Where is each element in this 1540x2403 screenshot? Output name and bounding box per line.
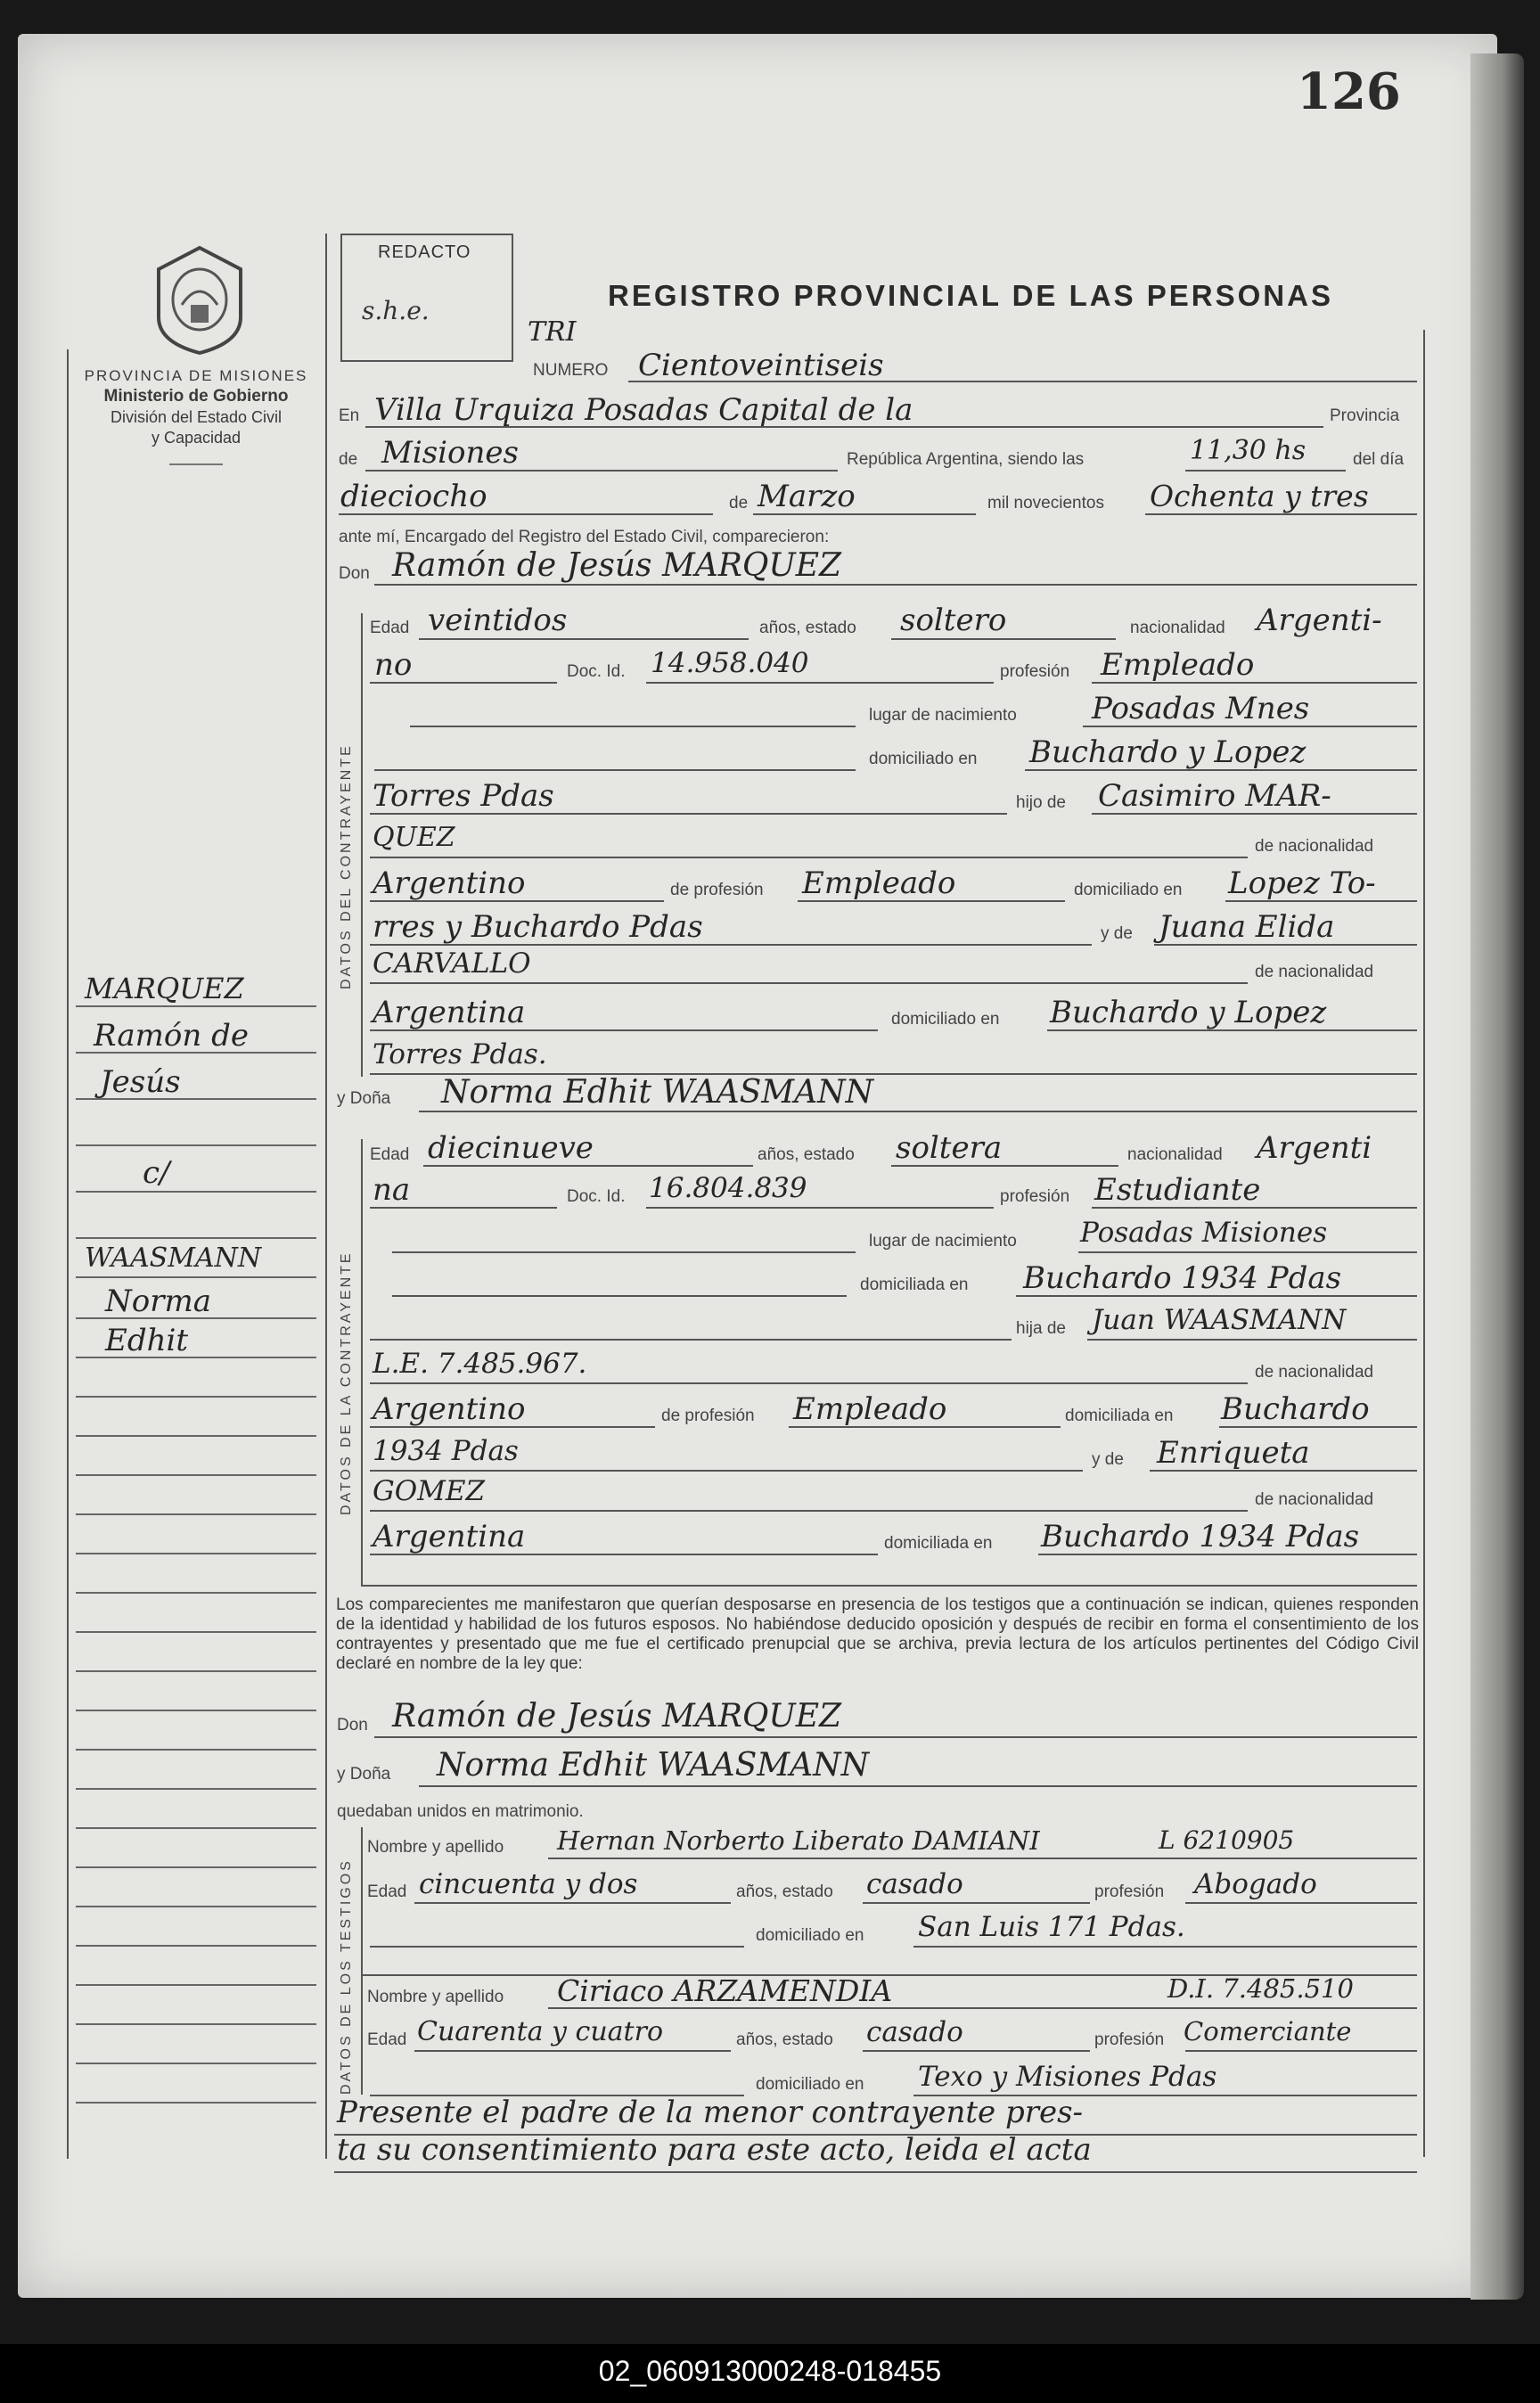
redacto-initials: s.h.e. [362,296,430,325]
margin-rule [76,1827,316,1829]
margin-rule [76,1984,316,1986]
contrayenta-estado: soltera [896,1130,1003,1166]
contrayente-edad: veintidos [428,603,568,638]
testigo1-domiciliado-label: domiciliado en [756,1926,864,1945]
tri-note: TRI [528,316,577,348]
provincial-seal-icon [150,242,250,357]
margin-rule [76,2102,316,2104]
anio-value: Ochenta y tres [1150,479,1369,513]
redacto-label: REDACTO [378,242,471,262]
margin-rule [76,1906,316,1907]
testigo1-nombre-line [548,1858,1417,1859]
contrayenta-padre-dom2-line [370,1470,1083,1472]
testigo1-nombre: Hernan Norberto Liberato DAMIANI [557,1825,1040,1856]
contrayenta-profesion-label: profesión [1000,1187,1070,1206]
lugar-value: Villa Urquiza Posadas Capital de la [374,392,913,428]
testigo1-profesion-line [1185,1902,1417,1904]
contrayenta-padre-prof: Empleado [793,1391,947,1427]
margin-apellido-2: WAASMANN [85,1243,262,1274]
contrayenta-madre-1: Enriqueta [1157,1435,1310,1471]
contrayente-madre-2: CARVALLO [373,947,531,980]
file-label: 02_060913000248-018455 [598,2355,942,2387]
testigo2-doc: D.I. 7.485.510 [1167,1973,1354,2004]
estado-line [891,638,1116,640]
decl-don-label: Don [337,1716,368,1735]
testigo1-nombre-label: Nombre y apellido [367,1838,504,1857]
margin-line-5 [76,1191,316,1193]
testigo2-edad-line [414,2050,731,2052]
page-edge [1470,53,1524,2300]
mil-label: mil novecientos [987,494,1104,513]
contrayenta-nacionalidad-1: Argenti [1257,1130,1372,1166]
margin-line-4 [76,1144,316,1146]
contrayente-rule [361,613,363,1077]
margin-rule [76,1396,316,1398]
left-margin-rule [67,349,69,2159]
contrayenta-anos-label: años, estado [758,1145,855,1164]
nota-line-2 [334,2171,1417,2173]
testigo1-doc: L 6210905 [1159,1825,1295,1855]
margin-nombre-2: Jesús [100,1064,181,1100]
contrayente-padre-prof: Empleado [802,865,956,901]
mes-value: Marzo [758,479,856,514]
issuing-authority [62,367,330,465]
contrayenta-closing-line [361,1585,1417,1587]
testigo1-estado: casado [866,1868,963,1900]
contrayenta-doc-label: Doc. Id. [567,1187,626,1206]
nota-final-1: Presente el padre de la menor contrayente pres- [337,2095,1084,2130]
padre2-line [370,857,1248,858]
testigo1-edad-line [414,1902,731,1904]
contrayenta-edad-label: Edad [370,1145,410,1164]
contrayenta-de-profesion-label: de profesión [661,1407,755,1425]
datos-contrayente-label: DATOS DEL CONTRAYENTE [339,743,354,989]
edad-line [419,638,749,640]
testigo1-profesion: Abogado [1194,1868,1317,1900]
testigo2-edad-label: Edad [367,2030,407,2049]
testigo2-profesion-line [1185,2050,1417,2052]
dona-line [419,1111,1417,1112]
margin-rule [76,1435,316,1437]
nota-final-2: ta su consentimiento para este acto, leida el acta [337,2132,1092,2168]
hora-value: 11,30 hs [1190,435,1307,466]
contrayenta-madre2-line [370,1510,1248,1512]
provincia-value: Misiones [381,435,519,471]
contrayenta-madre-dom: Buchardo 1934 Pdas [1041,1519,1360,1554]
margin-rule [76,1631,316,1633]
testigo1-edad: cincuenta y dos [419,1868,638,1900]
decl-dona-label: y Doña [337,1765,391,1784]
ante-label: ante mí, Encargado del Registro del Estado Civil, comparecieron: [339,528,830,546]
y-dona-label: y Doña [337,1089,391,1108]
hija-de-label: hija de [1016,1319,1066,1338]
declaration-paragraph: Los comparecientes me manifestaron que querían desposarse en presencia de los testigos que a continuación se indican, quienes responden de la identidad y habilidad de los futuros esposos. No habiéndose deducido oposición y después de recibir en forma el consentimiento de los contrayentes y presentado que me fue el certificado prenupcial que se archiva, previa lectura de los artículos pertinentes del Código Civil declaré en nombre de la ley que: [336,1595,1419,1673]
contrayente-estado: soltero [900,603,1007,638]
lugar-nac-blank-line [410,726,856,727]
testigo1-estado-line [863,1902,1090,1904]
datos-contrayenta-label: DATOS DE LA CONTRAYENTE [339,1251,354,1515]
contrayenta-doc: 16.804.839 [649,1172,807,1204]
testigo1-domicilio: San Luis 171 Pdas. [918,1911,1185,1943]
contrayenta-hija-blank [370,1339,1012,1341]
contrayenta-lugar-blank [392,1251,856,1253]
contrayenta-nacionalidad-2: na [373,1172,411,1208]
contrayente-nacionalidad-1: Argenti- [1257,603,1382,638]
content-right-rule [1423,330,1425,2157]
del-dia-label: del día [1353,450,1405,469]
margin-apellido: MARQUEZ [85,972,244,1005]
contrayenta-y-de-label: y de [1092,1450,1124,1469]
contrayenta-padre-domiciliada-label: domiciliada en [1065,1407,1174,1425]
contrayenta-padre-1: Juan WAASMANN [1092,1304,1347,1336]
hora-line [1185,470,1346,472]
margin-rule [76,1945,316,1947]
lugar-nac-label: lugar de nacimiento [869,706,1017,725]
decl-dona-value: Norma Edhit WAASMANN [437,1747,870,1784]
margin-nombre-1: Ramón de [94,1018,249,1054]
testigo2-anos-label: años, estado [736,2030,833,2049]
contrayenta-lugar-nac: Posadas Misiones [1080,1217,1328,1249]
margin-rule [76,2023,316,2025]
margin-line-6 [76,1237,316,1239]
registry-title: REGISTRO PROVINCIAL DE LAS PERSONAS [608,279,1333,312]
testigo2-estado-line [863,2050,1090,2052]
contrayenta-edad: diecinueve [428,1130,594,1166]
y-de-label: y de [1101,924,1133,943]
contrayenta-padre-nac: Argentino [373,1391,526,1427]
redacto-box [340,234,513,362]
testigo2-domicilio: Texo y Misiones Pdas [918,2061,1217,2093]
contrayenta-nacionalidad-label: nacionalidad [1127,1145,1223,1164]
testigo2-nombre-label: Nombre y apellido [367,1988,504,2006]
margin-nombre-3: Norma [105,1284,211,1319]
provincia-label: Provincia [1330,406,1400,425]
margin-rule [76,2063,316,2064]
contrayente-doc: 14.958.040 [651,647,809,679]
margin-rule [76,1592,316,1594]
margin-line-1 [76,1005,316,1007]
contrayenta-lugar-line [1078,1251,1417,1253]
contrayente-padre-nac: Argentino [373,865,526,901]
division-line: División del Estado Civil [110,408,283,426]
testigo1-anos-label: años, estado [736,1882,833,1901]
contrayente-nacionalidad-2: no [374,647,413,683]
margin-rule [76,1710,316,1711]
profesion-label: profesión [1000,662,1070,681]
contrayenta-domiciliada-label: domiciliada en [860,1275,969,1294]
quedaban-label: quedaban unidos en matrimonio. [337,1802,584,1821]
testigo2-profesion: Comerciante [1184,2016,1352,2046]
doc-line [646,682,994,684]
margin-rule [76,1788,316,1790]
contrayenta-domicilio: Buchardo 1934 Pdas [1023,1260,1342,1296]
contrayenta-madre-nac-label: de nacionalidad [1255,1490,1374,1509]
header-divider [169,463,223,465]
contrayenta-madre-domiciliada-label: domiciliada en [884,1534,993,1553]
contrayenta-madre-2: GOMEZ [373,1475,486,1507]
testigo1-profesion-label: profesión [1094,1882,1165,1901]
contrayenta-padre-dom-2: 1934 Pdas [373,1435,519,1467]
de-profesion-label: de profesión [670,881,764,899]
contrayente-madre-dom-1: Buchardo y Lopez [1050,995,1327,1030]
testigo2-profesion-label: profesión [1094,2030,1165,2049]
testigos-rule [361,1827,363,2095]
capacity-line: y Capacidad [151,429,242,447]
don-value: Ramón de Jesús MARQUEZ [392,547,842,584]
contrayenta-madre-nac: Argentina [373,1519,526,1554]
de-label: de [339,450,358,469]
contrayente-padre-1: Casimiro MAR- [1098,778,1331,814]
edad-label: Edad [370,619,410,637]
contrayenta-rule [361,1139,363,1585]
margin-con: c/ [143,1155,170,1191]
contrayente-lugar-nac: Posadas Mnes [1092,691,1310,726]
contrayenta-doc-line [646,1207,994,1209]
datos-testigos-label: DATOS DE LOS TESTIGOS [339,1858,354,2095]
contrayenta-dom-blank [392,1295,847,1297]
de-mes-label: de [729,494,749,513]
contrayenta-nombre: Norma Edhit WAASMANN [441,1074,874,1111]
province-line: PROVINCIA DE MISIONES [84,367,308,384]
padre-domiciliado-label: domiciliado en [1074,881,1183,899]
numero-label: NUMERO [533,361,609,380]
testigo2-domiciliado-label: domiciliado en [756,2075,864,2094]
dom-blank-line [374,769,856,771]
ministry-line: Ministerio de Gobierno [103,387,289,406]
contrayente-domicilio-2: Torres Pdas [373,778,554,814]
testigo2-edad: Cuarenta y cuatro [417,2016,664,2047]
de-nacionalidad-label: de nacionalidad [1255,837,1374,856]
margin-nombre-4: Edhit [105,1323,189,1358]
margin-line-7 [76,1276,316,1278]
contrayente-domicilio-1: Buchardo y Lopez [1029,734,1307,770]
republica-label: República Argentina, siendo las [847,450,1085,469]
anio-line [1145,513,1417,515]
contrayente-madre-1: Juana Elida [1159,909,1335,945]
margin-rule [76,1670,316,1672]
testigo2-nombre: Ciriaco ARZAMENDIA [557,1973,893,2008]
contrayente-padre-dom-2: rres y Buchardo Pdas [373,909,703,945]
don-label: Don [339,564,370,583]
margin-rule [76,1513,316,1515]
testigo1-dom-blank [370,1946,744,1948]
contrayente-padre-2: QUEZ [373,822,455,853]
testigo1-edad-label: Edad [367,1882,407,1901]
margin-rule [76,1749,316,1751]
madre-de-nacionalidad-label: de nacionalidad [1255,963,1374,981]
contrayenta-padre2-line [370,1382,1248,1384]
dia-value: dieciocho [340,479,487,514]
nacionalidad-label: nacionalidad [1130,619,1225,637]
don-line [374,584,1417,586]
content-left-rule [325,234,327,2159]
contrayente-padre-dom-1: Lopez To- [1228,865,1376,901]
contrayenta-lugar-nac-label: lugar de nacimiento [869,1232,1017,1251]
testigo2-estado: casado [866,2016,963,2048]
decl-don-value: Ramón de Jesús MARQUEZ [392,1698,842,1735]
domiciliado-label: domiciliado en [869,750,978,768]
en-label: En [339,406,360,425]
madre2-line [370,982,1248,984]
decl-don-line [374,1736,1417,1738]
contrayenta-padre-line [1087,1339,1417,1341]
contrayente-madre-nac: Argentina [373,995,526,1030]
page-number: 126 [1297,62,1401,121]
hijo-de-label: hijo de [1016,793,1066,812]
testigo1-dom-line [913,1946,1417,1948]
madre-domiciliado-label: domiciliado en [891,1010,1000,1029]
doc-label: Doc. Id. [567,662,626,681]
decl-dona-line [419,1785,1417,1787]
contrayenta-padre-nac-label: de nacionalidad [1255,1363,1374,1382]
contrayenta-padre-2: L.E. 7.485.967. [373,1348,587,1380]
numero-value: Cientoveintiseis [638,348,884,383]
margin-rule [76,1553,316,1554]
margin-rule [76,1866,316,1868]
contrayenta-padre-dom-1: Buchardo [1221,1391,1370,1427]
contrayente-madre-dom-2: Torres Pdas. [373,1038,547,1070]
anos-estado-label: años, estado [759,619,856,637]
margin-rule [76,1474,316,1476]
contrayente-profesion: Empleado [1101,647,1255,683]
contrayenta-profesion: Estudiante [1094,1172,1261,1208]
